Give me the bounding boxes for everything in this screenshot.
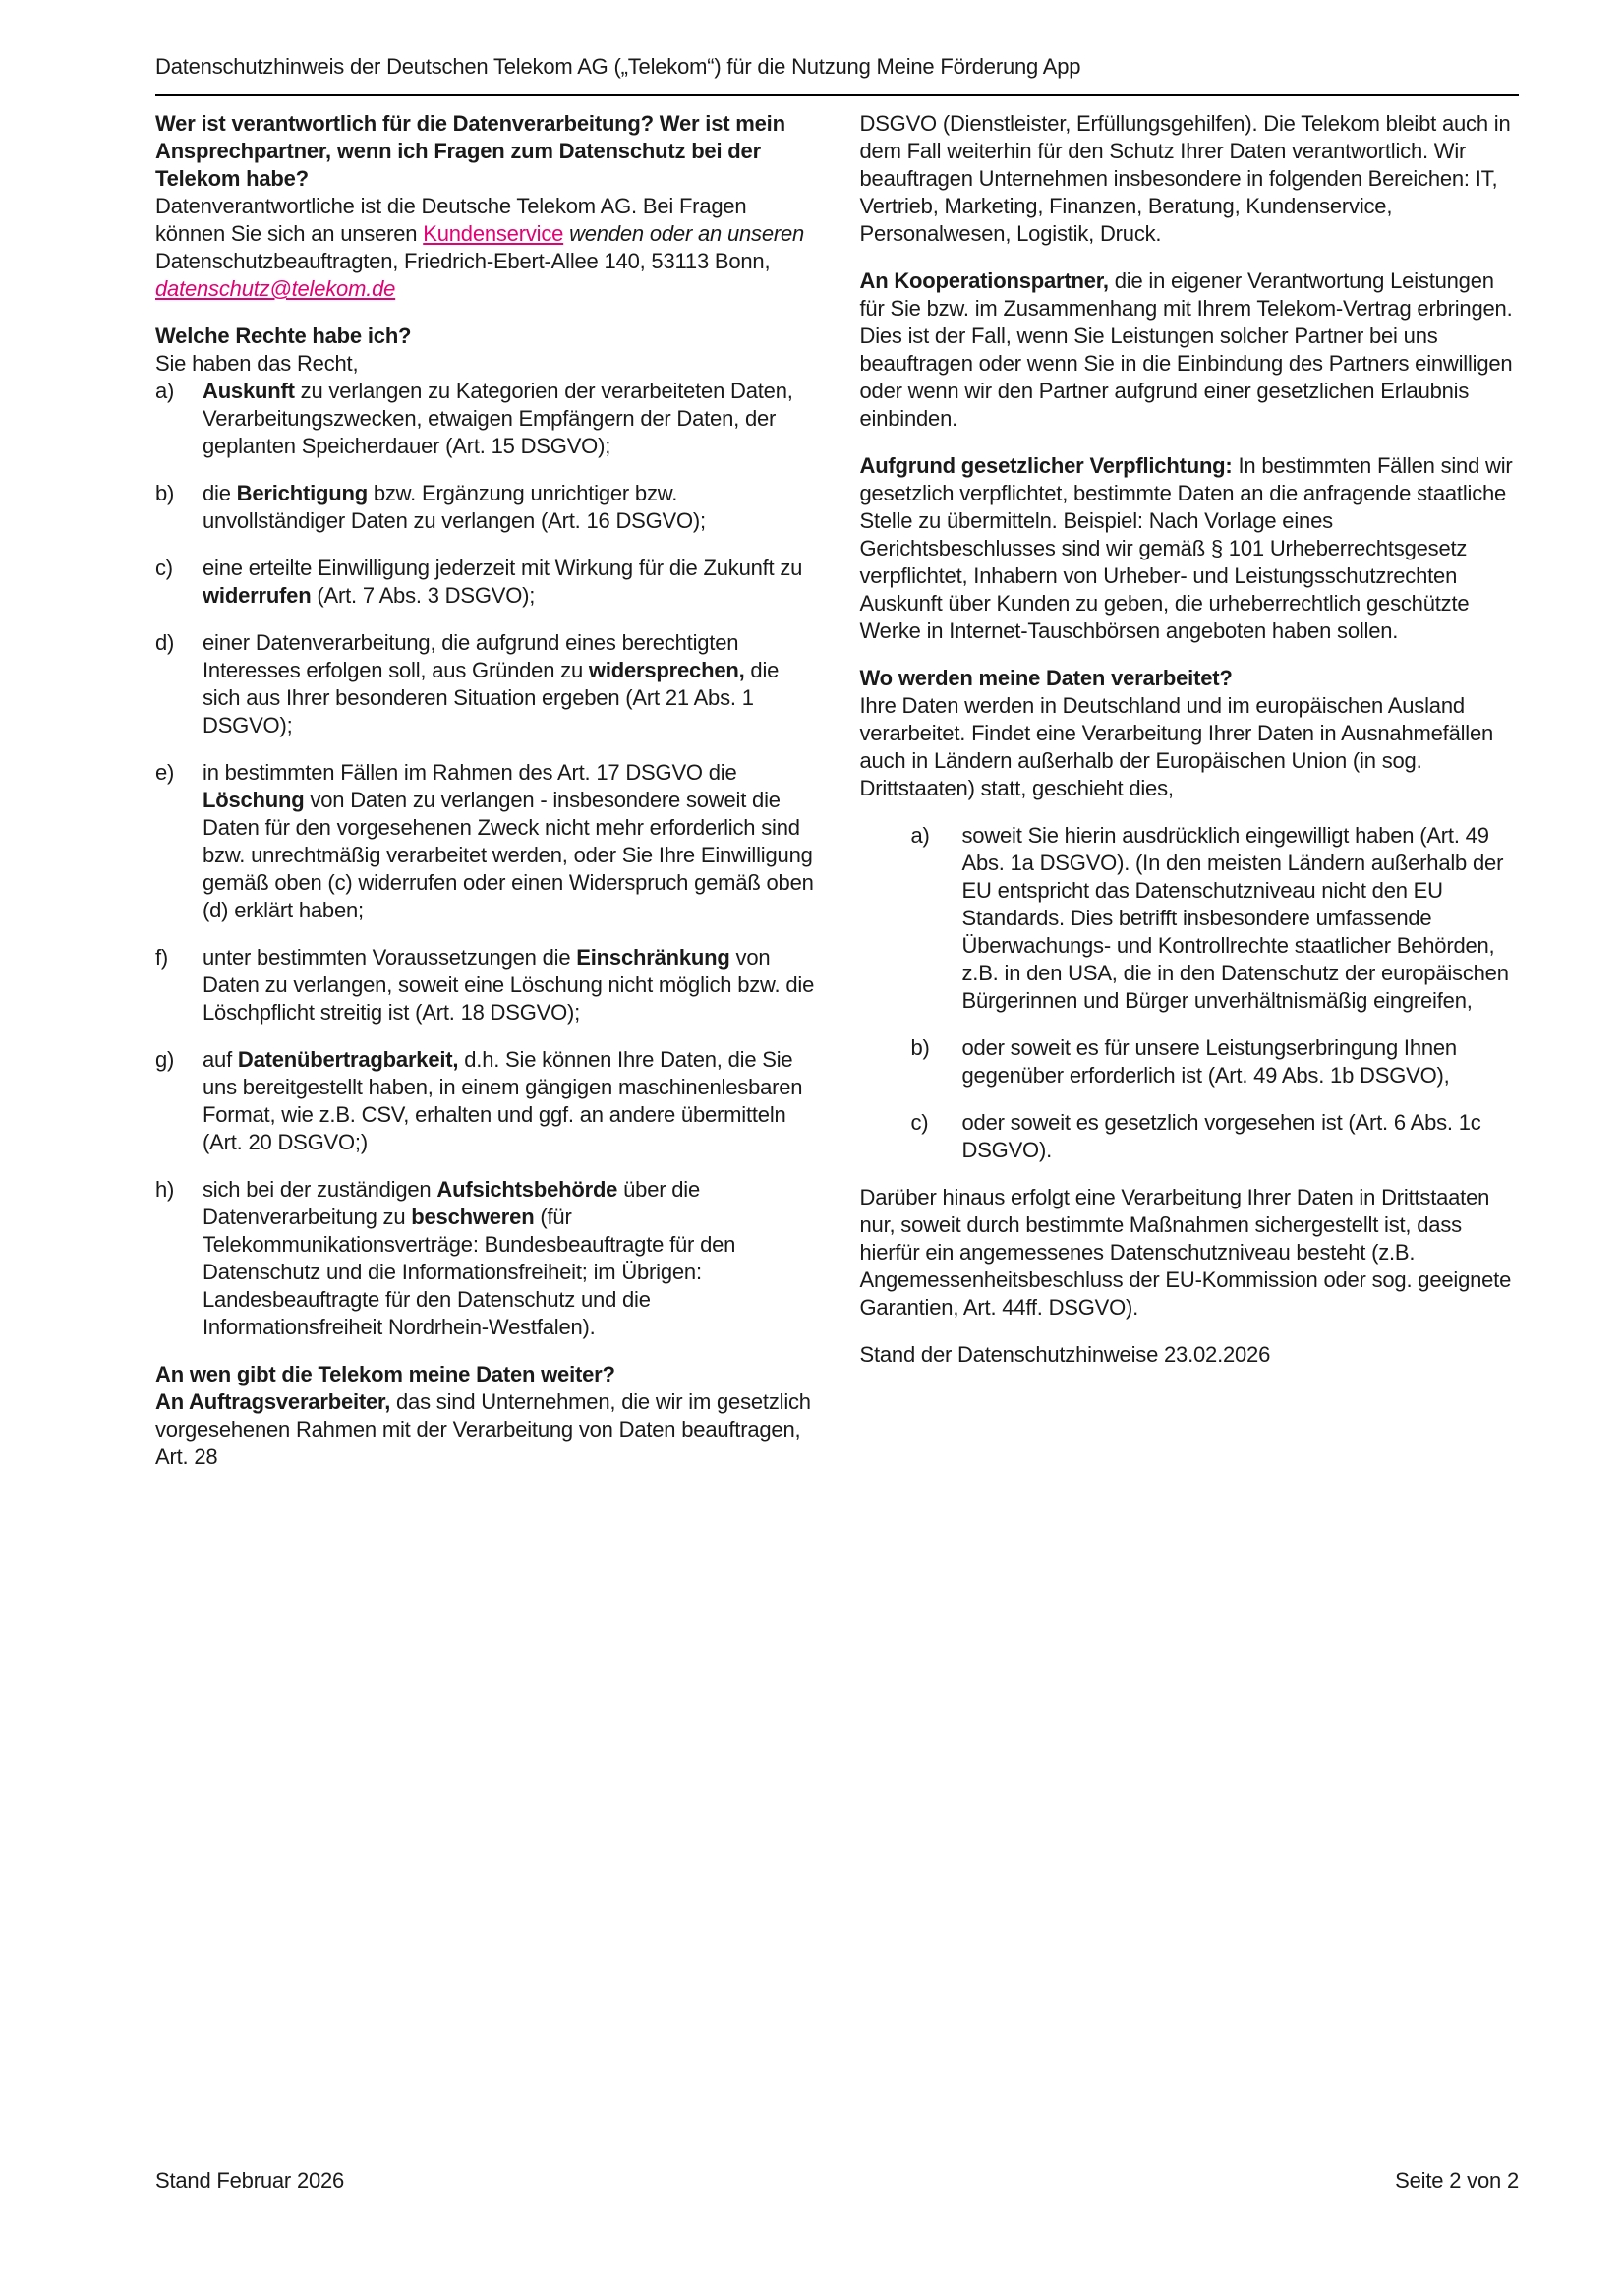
heading-wo-verarbeitet: Wo werden meine Daten verarbeitet?	[859, 666, 1233, 690]
text-run: Datenverantwortliche ist die Deutsche Telekom AG. Bei Fragen können Sie sich an unseren	[155, 194, 747, 246]
list-item-h	[155, 1176, 815, 1341]
text-run: unter bestimmten Voraussetzungen die	[203, 945, 577, 970]
bold-text: Aufgrund gesetzlicher Verpflichtung:	[859, 453, 1233, 478]
heading-rechte: Welche Rechte habe ich?	[155, 324, 412, 348]
datenschutz-email-link[interactable]: datenschutz@telekom.de	[155, 276, 396, 301]
list-item-marker: a)	[155, 379, 175, 403]
bold-text: beschweren	[411, 1205, 535, 1229]
text-run: Datenschutzbeauftragten, Friedrich-Ebert-Allee 140, 53113 Bonn,	[155, 249, 771, 273]
list-item-text	[962, 822, 1520, 1015]
right-column	[860, 110, 1520, 1471]
list-item-text	[203, 944, 815, 1027]
text-run: zu verlangen zu Kategorien der verarbeiteten Daten, Verarbeitungszwecken, etwaigen Empfängern der Daten, der geplanten Speicherdauer (Art. 15 DSGVO);	[203, 379, 793, 458]
bold-text: An Auftragsverarbeiter,	[155, 1389, 391, 1414]
list-item-text	[203, 378, 815, 460]
list-item-c	[860, 1109, 1520, 1164]
text-run: das sind Unternehmen, die wir im gesetzlich vorgesehenen Rahmen mit der Verarbeitung von Daten beauftragen, Art. 28	[155, 1389, 811, 1469]
list-item-marker: b)	[910, 1035, 930, 1060]
list-item-marker: c)	[910, 1110, 929, 1135]
bold-text: Datenübertragbarkeit,	[237, 1047, 459, 1072]
bold-text: An Kooperationspartner,	[859, 268, 1109, 293]
paragraph-verantwortliche	[155, 193, 815, 303]
text-run: oder soweit es für unsere Leistungserbringung Ihnen gegenüber erforderlich ist (Art. 49 Abs. 1b DSGVO),	[961, 1035, 1457, 1088]
paragraph-rechte-intro	[155, 350, 815, 378]
bold-text: widersprechen,	[588, 658, 745, 682]
list-item-text	[203, 629, 815, 739]
list-item-b	[155, 480, 815, 535]
text-run: Stand der Datenschutzhinweise 23.02.2026	[859, 1342, 1271, 1367]
list-item-b	[860, 1034, 1520, 1089]
list-item-text	[203, 480, 815, 535]
text-run: soweit Sie hierin ausdrücklich eingewilligt haben (Art. 49 Abs. 1a DSGVO). (In den meisten Ländern außerhalb der EU entspricht das Datenschutzniveau nicht den EU Standards. Dies betrifft insbesondere umfassende Überwachungs- und Kontrollrechte staatlicher Behörden, z.B. in den USA, die in den Datenschutz der europäischen Bürgerinnen und Bürger unverhältnismäßig eingreifen,	[961, 823, 1509, 1013]
text-run: von Daten zu verlangen, soweit eine Löschung nicht möglich bzw. die Löschpflicht streitig ist (Art. 18 DSGVO);	[203, 945, 815, 1025]
list-item-marker: a)	[910, 823, 930, 848]
kundenservice-link[interactable]: Kundenservice	[423, 221, 564, 246]
text-run: Ihre Daten werden in Deutschland und im europäischen Ausland verarbeitet. Findet eine Verarbeitung Ihrer Daten in Ausnahmefällen auch in Ländern außerhalb der Europäischen Union (in sog. Drittstaaten) statt, geschieht dies,	[859, 693, 1494, 800]
text-run: bzw. Ergänzung unrichtiger bzw. unvollständiger Daten zu verlangen (Art. 16 DSGVO);	[203, 481, 706, 533]
two-column-body	[155, 110, 1519, 1471]
text-run: einer Datenverarbeitung, die aufgrund eines berechtigten Interesses erfolgen soll, aus Gründen zu	[203, 630, 739, 682]
left-column	[155, 110, 815, 1471]
bold-text: Löschung	[203, 788, 305, 812]
text-run: die	[203, 481, 237, 505]
list-item-marker: e)	[155, 760, 175, 785]
list-item-a	[860, 822, 1520, 1015]
third-country-list	[860, 822, 1520, 1164]
text-run: auf	[203, 1047, 238, 1072]
stand-der-datenschutzhinweise	[860, 1341, 1520, 1369]
list-item-marker: f)	[155, 945, 169, 970]
text-run: (für Telekommunikationsverträge: Bundesbeauftragte für den Datenschutz und die Informationsfreiheit; im Übrigen: Landesbeauftragte für den Datenschutz und die Informationsfreiheit Nordrhein-Westfalen).	[203, 1205, 736, 1339]
list-item-marker: h)	[155, 1177, 175, 1202]
paragraph-drittstaaten-garantien	[860, 1184, 1520, 1322]
list-item-e	[155, 759, 815, 924]
text-run: die sich aus Ihrer besonderen Situation ergeben (Art 21 Abs. 1 DSGVO);	[203, 658, 780, 737]
heading-weitergabe: An wen gibt die Telekom meine Daten weiter?	[155, 1362, 615, 1386]
list-item-text	[962, 1109, 1520, 1164]
list-item-text	[203, 1176, 815, 1341]
list-item-marker: g)	[155, 1047, 175, 1072]
list-item-c	[155, 555, 815, 610]
list-item-a	[155, 378, 815, 460]
bold-text: Berichtigung	[236, 481, 368, 505]
bold-text: Aufsichtsbehörde	[436, 1177, 618, 1202]
text-run: über die Datenverarbeitung zu	[203, 1177, 701, 1229]
rights-list	[155, 378, 815, 1341]
list-item-f	[155, 944, 815, 1027]
text-run: d.h. Sie können Ihre Daten, die Sie uns bereitgestellt haben, in einem gängigen maschinenlesbaren Format, wie z.B. CSV, erhalten und ggf. an andere übermitteln (Art. 20 DSGVO;)	[203, 1047, 803, 1154]
list-item-d	[155, 629, 815, 739]
document-header	[155, 53, 1519, 96]
heading-verantwortlich: Wer ist verantwortlich für die Datenverarbeitung? Wer ist mein Ansprechpartner, wenn ich Fragen zum Datenschutz bei der Telekom habe?	[155, 111, 785, 191]
bold-text: widerrufen	[203, 583, 312, 608]
footer-page-number: Seite 2 von 2	[1395, 2168, 1519, 2193]
text-run: Darüber hinaus erfolgt eine Verarbeitung Ihrer Daten in Drittstaaten nur, soweit durch bestimmte Maßnahmen sichergestellt ist, dass hierfür ein angemessenes Datenschutzniveau besteht (z.B. Angemessenheitsbeschluss der EU-Kommission oder sog. geeignete Garantien, Art. 44ff. DSGVO).	[859, 1185, 1512, 1320]
text-run: von Daten zu verlangen - insbesondere soweit die Daten für den vorgesehenen Zweck nicht mehr erforderlich sind bzw. unrechtmäßig verarbeitet werden, oder Sie Ihre Einwilligung gemäß oben (c) widerrufen oder einen Widerspruch gemäß oben (d) erklärt haben;	[203, 788, 814, 922]
paragraph-auftragsverarbeiter	[155, 1388, 815, 1471]
text-run: DSGVO (Dienstleister, Erfüllungsgehilfen). Die Telekom bleibt auch in dem Fall weiterhin für den Schutz Ihrer Daten verantwortlich. Wir beauftragen Unternehmen insbesondere in folgenden Bereichen: IT, Vertrieb, Marketing, Finanzen, Beratung, Kundenservice, Personalwesen, Logistik, Druck.	[859, 111, 1511, 246]
paragraph-dienstleister	[860, 110, 1520, 248]
paragraph-verarbeitungsorte	[860, 692, 1520, 802]
list-item-text	[203, 1046, 815, 1156]
list-item-text	[203, 555, 815, 610]
document-footer	[155, 2167, 1519, 2195]
paragraph-gesetzliche-verpflichtung	[860, 452, 1520, 645]
bold-text: Auskunft	[203, 379, 295, 403]
text-run: oder soweit es gesetzlich vorgesehen ist (Art. 6 Abs. 1c DSGVO).	[961, 1110, 1481, 1162]
text-run: In bestimmten Fällen sind wir gesetzlich verpflichtet, bestimmte Daten an die anfragende staatliche Stelle zu übermitteln. Beispiel: Nach Vorlage eines Gerichtsbeschlusses sind wir gemäß § 101 Urheberrechtsgesetz verpflichtet, Inhabern von Urheber- und Leistungsschutzrechten Auskunft über Kunden zu geben, die urheberrechtlich geschützte Werke in Internet-Tauschbörsen angeboten haben sollen.	[859, 453, 1513, 643]
text-run: (Art. 7 Abs. 3 DSGVO);	[311, 583, 536, 608]
text-run: Sie haben das Recht,	[155, 351, 359, 376]
list-item-marker: d)	[155, 630, 175, 655]
text-run: die in eigener Verantwortung Leistungen für Sie bzw. im Zusammenhang mit Ihrem Telekom-Vertrag erbringen. Dies ist der Fall, wenn Sie Leistungen solcher Partner bei uns beauftragen oder wenn Sie in die Einbindung des Partners einwilligen oder wenn wir den Partner aufgrund einer gesetzlichen Erlaubnis einbinden.	[859, 268, 1513, 431]
italic-text: wenden oder an unseren	[563, 221, 805, 246]
text-run: eine erteilte Einwilligung jederzeit mit Wirkung für die Zukunft zu	[203, 556, 803, 580]
list-item-marker: c)	[155, 556, 173, 580]
text-run: in bestimmten Fällen im Rahmen des Art. 17 DSGVO die	[203, 760, 737, 785]
list-item-marker: b)	[155, 481, 175, 505]
footer-version-date: Stand Februar 2026	[155, 2168, 345, 2193]
list-item-text	[962, 1034, 1520, 1089]
document-title: Datenschutzhinweis der Deutschen Telekom AG („Telekom“) für die Nutzung Meine Förderung App	[155, 54, 1081, 79]
list-item-g	[155, 1046, 815, 1156]
bold-text: Einschränkung	[576, 945, 730, 970]
list-item-text	[203, 759, 815, 924]
paragraph-kooperationspartner	[860, 267, 1520, 433]
text-run: sich bei der zuständigen	[203, 1177, 437, 1202]
